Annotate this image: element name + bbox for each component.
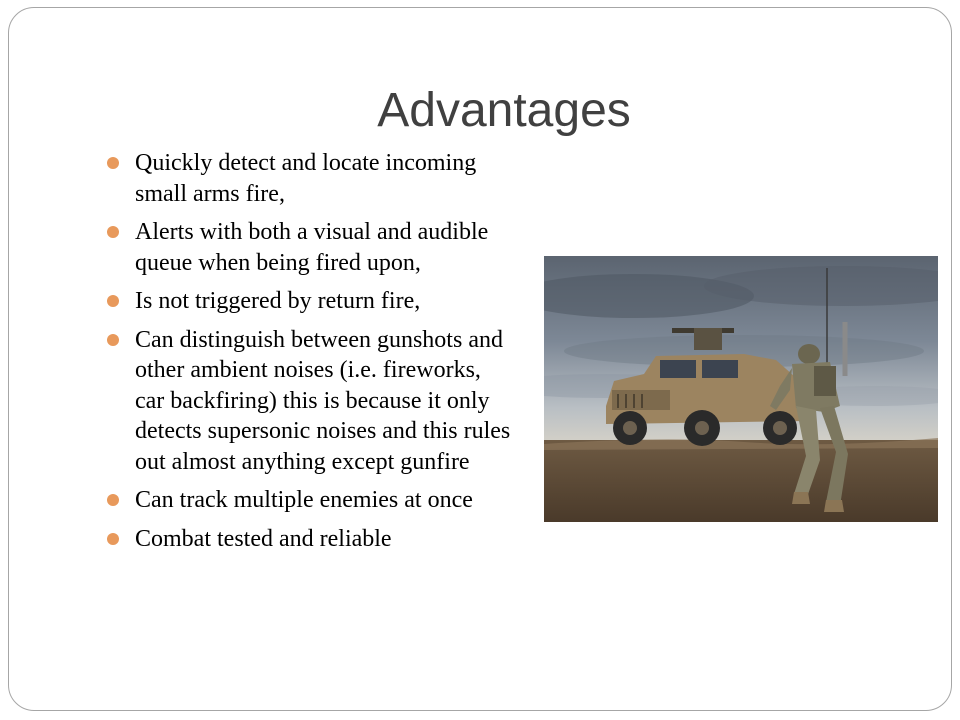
bullet-dot-icon xyxy=(107,494,119,506)
bullet-dot-icon xyxy=(107,533,119,545)
bullet-item xyxy=(107,217,515,278)
military-vehicle-photo xyxy=(544,256,938,522)
slide-title: Advantages xyxy=(377,84,631,137)
bullet-item xyxy=(107,286,515,317)
bullet-item xyxy=(107,148,515,209)
bullet-list xyxy=(107,148,515,562)
bullet-dot-icon xyxy=(107,334,119,346)
bullet-text: Is not triggered by return fire, xyxy=(135,288,421,314)
bullet-item xyxy=(107,325,515,478)
bullet-text: Combat tested and reliable xyxy=(135,525,392,552)
bullet-dot-icon xyxy=(107,295,119,307)
bullet-dot-icon xyxy=(107,157,119,169)
bullet-text: Alerts with both a visual and audible queue when being fired upon, xyxy=(135,219,489,276)
bullet-text: Can distinguish between gunshots and other ambient noises (i.e. fireworks, car backfiring) this is because it only detects supersonic noises and this rules out almost anything except gunfire xyxy=(135,326,511,475)
bullet-text: Can track multiple enemies at once xyxy=(135,487,473,513)
bullet-dot-icon xyxy=(107,226,119,238)
bullet-item xyxy=(107,485,515,516)
bullet-item xyxy=(107,524,515,555)
bullet-text: Quickly detect and locate incoming small arms fire, xyxy=(135,150,477,207)
